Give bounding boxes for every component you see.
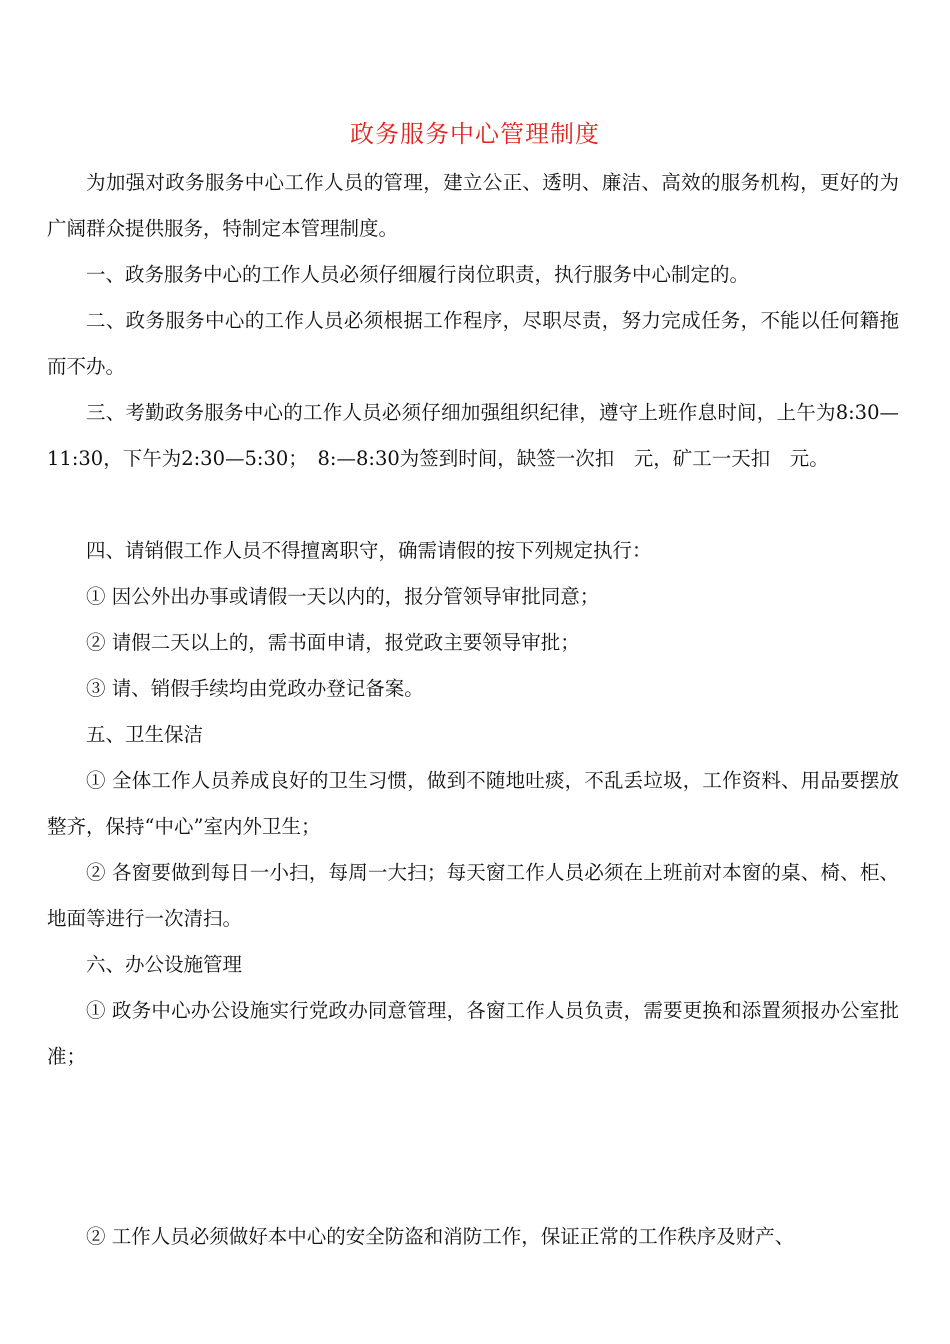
rule-4-item-2: ② 请假二天以上的，需书面申请，报党政主要领导审批； xyxy=(86,631,580,654)
rule-6-item-1: ① 政务中心办公设施实行党政办同意管理，各窗工作人员负责，需要更换和添置须报办公室批准； xyxy=(47,999,899,1068)
rule-5-heading: 五、卫生保洁 xyxy=(86,723,204,746)
rule-5-item-1: ① 全体工作人员养成良好的卫生习惯，做到不随地吐痰，不乱丢垃圾，工作资料、用品要摆放整齐，保持“中心”室内外卫生； xyxy=(47,769,899,838)
rule-4-paragraph: 四、请销假工作人员不得擅离职守，确需请假的按下列规定执行： xyxy=(86,539,652,562)
rule-6-item-2: ② 工作人员必须做好本中心的安全防盗和消防工作，保证正常的工作秩序及财产、 xyxy=(86,1225,795,1248)
document-title: 政务服务中心管理制度 xyxy=(350,120,600,148)
rule-4-item-3: ③ 请、销假手续均由党政办登记备案。 xyxy=(86,677,424,700)
rule-4-item-1: ① 因公外出办事或请假一天以内的，报分管领导审批同意； xyxy=(86,585,600,608)
rule-6-heading: 六、办公设施管理 xyxy=(86,953,243,976)
rule-2-paragraph: 二、政务服务中心的工作人员必须根据工作程序，尽职尽责，努力完成任务，不能以任何籍拖而不办。 xyxy=(47,309,899,378)
rule-5-item-2: ② 各窗要做到每日一小扫，每周一大扫；每天窗工作人员必须在上班前对本窗的桌、椅、柜、地面等进行一次清扫。 xyxy=(47,861,899,930)
rule-1-paragraph: 一、政务服务中心的工作人员必须仔细履行岗位职责，执行服务中心制定的。 xyxy=(86,263,750,286)
rule-3-paragraph: 三、考勤政务服务中心的工作人员必须仔细加强组织纪律，遵守上班作息时间，上午为8:30—11:30，下午为2:30—5:30； 8:—8:30为签到时间，缺签一次扣 元，矿工一天扣 元。 xyxy=(47,401,899,470)
intro-paragraph: 为加强对政务服务中心工作人员的管理，建立公正、透明、廉洁、高效的服务机构，更好的为广阔群众提供服务，特制定本管理制度。 xyxy=(47,171,899,240)
